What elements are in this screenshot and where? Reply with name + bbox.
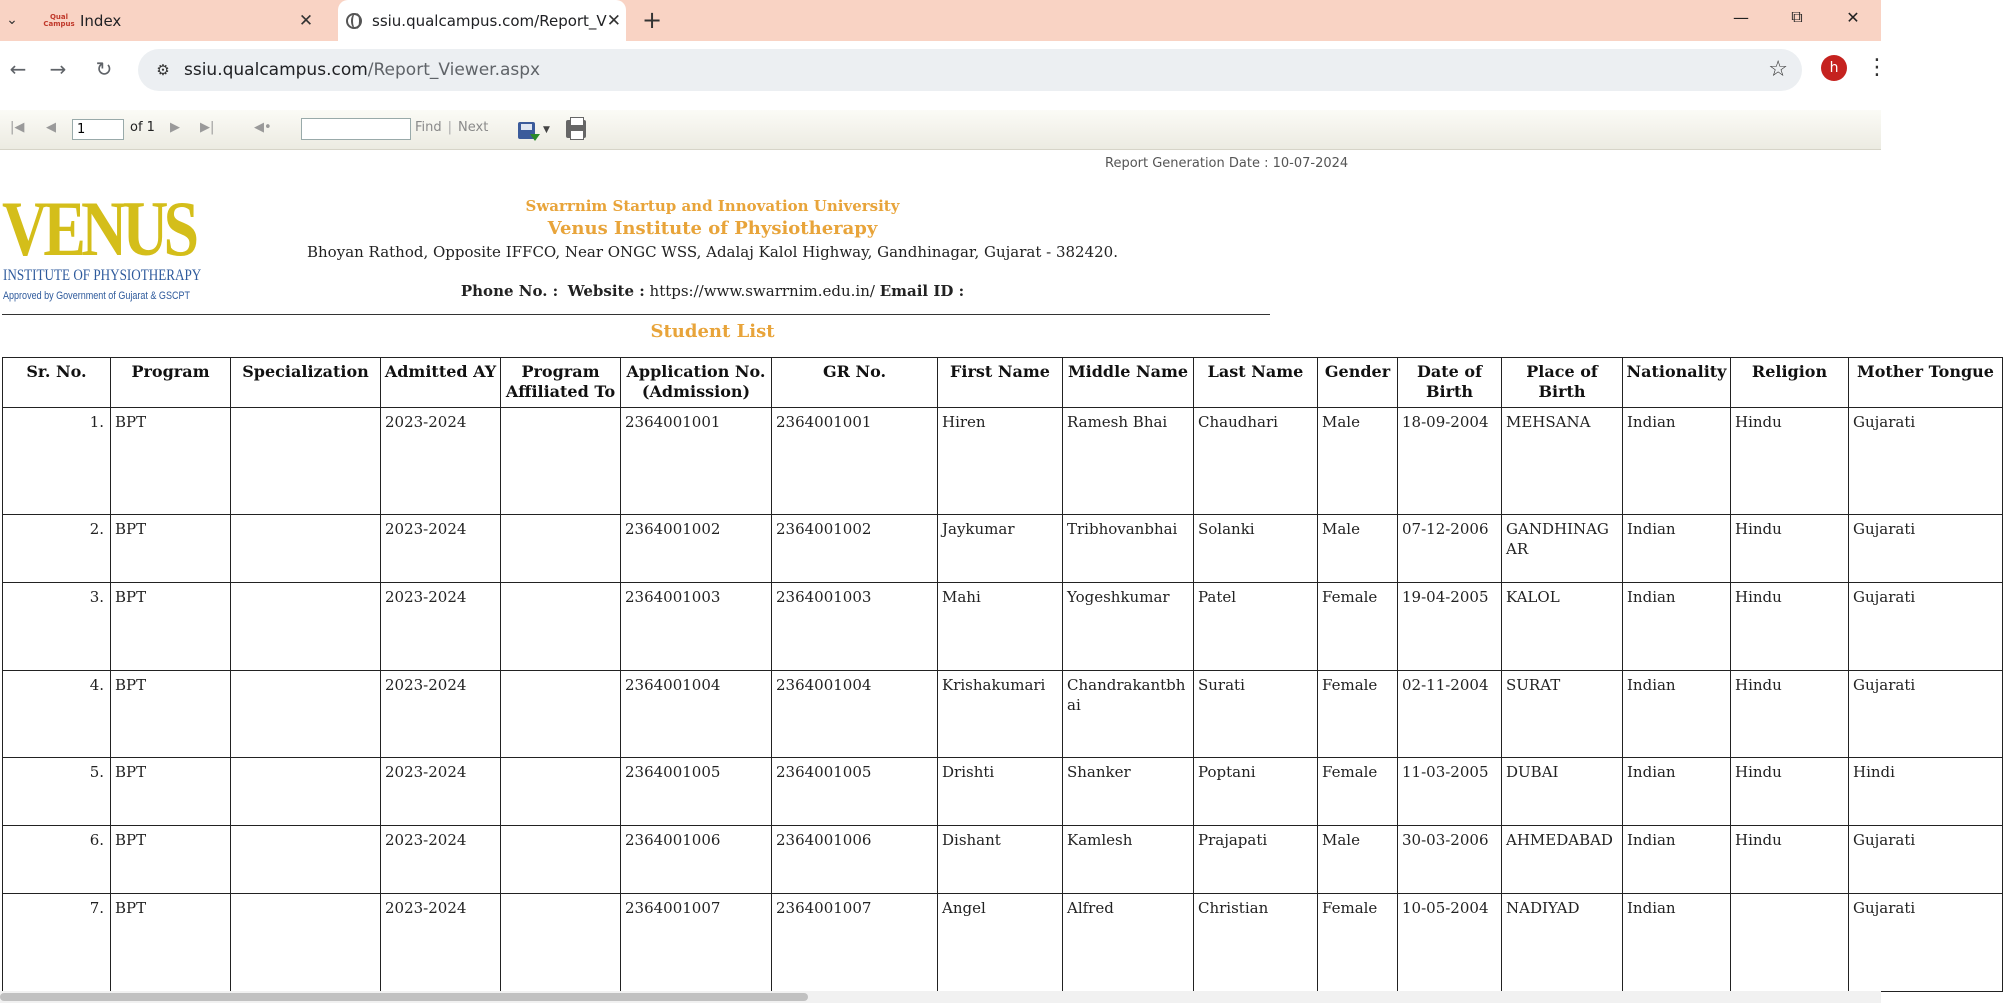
table-cell-admitted-ay: 2023-2024 xyxy=(381,894,501,992)
url-host: ssiu.qualcampus.com xyxy=(184,60,368,80)
url-text[interactable] xyxy=(184,60,540,80)
table-cell-admitted-ay: 2023-2024 xyxy=(381,583,501,671)
window-controls xyxy=(1713,0,1881,34)
table-cell-religion xyxy=(1731,894,1849,992)
table-cell-last: Surati xyxy=(1194,671,1318,758)
column-header[interactable]: First Name xyxy=(938,358,1063,408)
print-icon[interactable] xyxy=(566,120,586,138)
table-cell-program: BPT xyxy=(111,515,231,583)
table-cell-dob: 19-04-2005 xyxy=(1398,583,1502,671)
table-cell-first: Mahi xyxy=(938,583,1063,671)
table-cell-nationality: Indian xyxy=(1623,583,1731,671)
table-cell-first: Hiren xyxy=(938,408,1063,515)
previous-page-icon[interactable]: ◀ xyxy=(46,120,56,135)
page-count-label: of 1 xyxy=(130,120,155,135)
table-cell-middle: Shanker xyxy=(1063,758,1194,826)
table-cell-nationality: Indian xyxy=(1623,671,1731,758)
table-cell-sr: 4. xyxy=(3,671,111,758)
first-page-icon[interactable]: |◀ xyxy=(10,120,25,135)
table-cell-affiliated xyxy=(501,894,621,992)
table-cell-gender: Male xyxy=(1318,408,1398,515)
tab-title: ssiu.qualcampus.com/Report_V xyxy=(372,11,607,30)
report-page xyxy=(0,151,1994,991)
table-cell-religion: Hindu xyxy=(1731,671,1849,758)
find-separator: | xyxy=(447,120,453,135)
table-cell-nationality: Indian xyxy=(1623,826,1731,894)
table-cell-gr-no: 2364001005 xyxy=(772,758,938,826)
table-cell-place: KALOL xyxy=(1502,583,1623,671)
table-cell-sr: 7. xyxy=(3,894,111,992)
table-cell-tongue: Gujarati xyxy=(1849,826,2003,894)
column-header[interactable]: Admitted AY xyxy=(381,358,501,408)
table-cell-place: AHMEDABAD xyxy=(1502,826,1623,894)
tab-title: Index xyxy=(80,11,122,30)
table-cell-application-no: 2364001003 xyxy=(621,583,772,671)
table-cell-nationality: Indian xyxy=(1623,894,1731,992)
table-row xyxy=(3,515,2003,583)
table-cell-admitted-ay: 2023-2024 xyxy=(381,515,501,583)
find-link[interactable]: Find xyxy=(415,120,442,135)
column-header[interactable]: Specialization xyxy=(231,358,381,408)
column-header[interactable]: Program xyxy=(111,358,231,408)
table-cell-program: BPT xyxy=(111,894,231,992)
qualcampus-favicon-icon: Qual Campus xyxy=(43,12,75,28)
page-number-input[interactable] xyxy=(72,119,124,140)
table-cell-tongue: Gujarati xyxy=(1849,408,2003,515)
table-cell-religion: Hindu xyxy=(1731,408,1849,515)
back-arrow-icon[interactable]: ← xyxy=(9,57,27,81)
browser-menu-icon[interactable]: ⋮ xyxy=(1866,55,1888,80)
table-cell-gender: Male xyxy=(1318,515,1398,583)
institute-name: Venus Institute of Physiotherapy xyxy=(547,218,878,239)
table-cell-first: Angel xyxy=(938,894,1063,992)
logo-wordmark: VENUS xyxy=(2,185,195,272)
address-bar[interactable] xyxy=(138,49,1802,91)
table-cell-admitted-ay: 2023-2024 xyxy=(381,408,501,515)
table-cell-tongue: Gujarati xyxy=(1849,515,2003,583)
table-cell-program: BPT xyxy=(111,408,231,515)
table-cell-specialization xyxy=(231,408,381,515)
table-cell-gr-no: 2364001007 xyxy=(772,894,938,992)
table-cell-tongue: Gujarati xyxy=(1849,894,2003,992)
table-cell-middle: Alfred xyxy=(1063,894,1194,992)
table-cell-gender: Female xyxy=(1318,583,1398,671)
website-value: https://www.swarrnim.edu.in/ xyxy=(649,282,875,300)
table-cell-admitted-ay: 2023-2024 xyxy=(381,758,501,826)
table-cell-sr: 3. xyxy=(3,583,111,671)
table-cell-last: Solanki xyxy=(1194,515,1318,583)
table-cell-religion: Hindu xyxy=(1731,826,1849,894)
table-cell-last: Chaudhari xyxy=(1194,408,1318,515)
column-header[interactable]: Application No. (Admission) xyxy=(621,358,772,408)
url-path: /Report_Viewer.aspx xyxy=(367,60,541,80)
table-cell-first: Drishti xyxy=(938,758,1063,826)
table-cell-sr: 5. xyxy=(3,758,111,826)
table-cell-gender: Female xyxy=(1318,894,1398,992)
table-cell-middle: Tribhovanbhai xyxy=(1063,515,1194,583)
table-cell-admitted-ay: 2023-2024 xyxy=(381,671,501,758)
column-header[interactable]: Religion xyxy=(1731,358,1849,408)
table-cell-program: BPT xyxy=(111,826,231,894)
table-cell-gr-no: 2364001003 xyxy=(772,583,938,671)
table-cell-admitted-ay: 2023-2024 xyxy=(381,826,501,894)
table-cell-last: Prajapati xyxy=(1194,826,1318,894)
table-cell-nationality: Indian xyxy=(1623,408,1731,515)
table-cell-affiliated xyxy=(501,583,621,671)
table-cell-place: MEHSANA xyxy=(1502,408,1623,515)
column-header[interactable]: Date of Birth xyxy=(1398,358,1502,408)
table-cell-dob: 02-11-2004 xyxy=(1398,671,1502,758)
table-cell-tongue: Gujarati xyxy=(1849,671,2003,758)
table-cell-gender: Male xyxy=(1318,826,1398,894)
table-row xyxy=(3,894,2003,992)
table-cell-gr-no: 2364001006 xyxy=(772,826,938,894)
table-cell-middle: Yogeshkumar xyxy=(1063,583,1194,671)
column-header[interactable]: GR No. xyxy=(772,358,938,408)
table-cell-application-no: 2364001004 xyxy=(621,671,772,758)
table-cell-middle: Kamlesh xyxy=(1063,826,1194,894)
column-header[interactable]: Middle Name xyxy=(1063,358,1194,408)
tab-close-icon[interactable]: ✕ xyxy=(606,10,621,31)
table-row xyxy=(3,408,2003,515)
table-cell-religion: Hindu xyxy=(1731,583,1849,671)
table-cell-affiliated xyxy=(501,408,621,515)
table-cell-affiliated xyxy=(501,826,621,894)
tab-close-icon[interactable]: ✕ xyxy=(298,10,314,31)
table-cell-program: BPT xyxy=(111,758,231,826)
table-cell-dob: 10-05-2004 xyxy=(1398,894,1502,992)
table-cell-middle: Ramesh Bhai xyxy=(1063,408,1194,515)
logo-approval: Approved by Government of Gujarat & GSCPT xyxy=(3,290,190,302)
restore-icon[interactable]: ⧉ xyxy=(1791,7,1803,26)
reload-icon[interactable]: ↻ xyxy=(95,57,113,81)
profile-avatar[interactable]: h xyxy=(1821,55,1847,81)
table-cell-gr-no: 2364001001 xyxy=(772,408,938,515)
phone-label: Phone No. : xyxy=(460,282,559,300)
table-row xyxy=(3,826,2003,894)
tab-index[interactable] xyxy=(40,0,326,41)
new-tab-plus-icon[interactable]: + xyxy=(641,6,663,34)
table-cell-specialization xyxy=(231,758,381,826)
logo-subtitle: INSTITUTE OF PHYSIOTHERAPY xyxy=(3,267,202,284)
table-cell-affiliated xyxy=(501,515,621,583)
email-label: Email ID : xyxy=(879,282,965,300)
column-header[interactable]: Gender xyxy=(1318,358,1398,408)
table-row xyxy=(3,671,2003,758)
table-cell-application-no: 2364001007 xyxy=(621,894,772,992)
table-cell-specialization xyxy=(231,894,381,992)
report-generation-date: Report Generation Date : 10-07-2024 xyxy=(1105,156,1349,171)
column-header[interactable]: Place of Birth xyxy=(1502,358,1623,408)
table-cell-tongue: Hindi xyxy=(1849,758,2003,826)
tab-search-chevron-icon[interactable]: ⌄ xyxy=(6,12,18,28)
bookmark-star-icon[interactable]: ☆ xyxy=(1768,57,1788,82)
table-cell-nationality: Indian xyxy=(1623,758,1731,826)
table-cell-last: Patel xyxy=(1194,583,1318,671)
header-divider xyxy=(2,314,1270,315)
table-cell-specialization xyxy=(231,583,381,671)
table-cell-first: Jaykumar xyxy=(938,515,1063,583)
table-cell-last: Poptani xyxy=(1194,758,1318,826)
table-cell-place: SURAT xyxy=(1502,671,1623,758)
institute-address: Bhoyan Rathod, Opposite IFFCO, Near ONGC WSS, Adalaj Kalol Highway, Gandhinagar, Gujarat - 382420. xyxy=(307,243,1118,261)
table-cell-gender: Female xyxy=(1318,758,1398,826)
export-save-icon[interactable]: ▼ xyxy=(518,118,554,142)
column-header[interactable]: Nationality xyxy=(1623,358,1731,408)
student-table xyxy=(2,357,2003,992)
table-cell-dob: 30-03-2006 xyxy=(1398,826,1502,894)
report-title: Student List xyxy=(650,321,775,342)
table-cell-application-no: 2364001001 xyxy=(621,408,772,515)
table-cell-application-no: 2364001006 xyxy=(621,826,772,894)
minimize-icon[interactable]: — xyxy=(1733,7,1749,27)
table-cell-program: BPT xyxy=(111,671,231,758)
table-cell-affiliated xyxy=(501,758,621,826)
table-cell-gr-no: 2364001002 xyxy=(772,515,938,583)
last-page-icon[interactable]: ▶| xyxy=(200,120,215,135)
horizontal-scrollbar[interactable] xyxy=(0,991,1881,1003)
column-header[interactable]: Program Affiliated To xyxy=(501,358,621,408)
university-name: Swarrnim Startup and Innovation University xyxy=(525,197,900,215)
site-info-icon[interactable]: ⚙ xyxy=(156,61,170,79)
column-header[interactable]: Sr. No. xyxy=(3,358,111,408)
table-cell-application-no: 2364001005 xyxy=(621,758,772,826)
table-cell-nationality: Indian xyxy=(1623,515,1731,583)
table-cell-religion: Hindu xyxy=(1731,515,1849,583)
find-input[interactable] xyxy=(301,118,411,140)
find-next-link[interactable]: Next xyxy=(458,120,489,135)
window-close-icon[interactable]: ✕ xyxy=(1846,7,1860,27)
table-cell-dob: 18-09-2004 xyxy=(1398,408,1502,515)
contact-line xyxy=(0,282,1425,300)
table-cell-place: DUBAI xyxy=(1502,758,1623,826)
table-cell-gr-no: 2364001004 xyxy=(772,671,938,758)
table-cell-last: Christian xyxy=(1194,894,1318,992)
table-row xyxy=(3,583,2003,671)
table-cell-specialization xyxy=(231,515,381,583)
table-cell-sr: 2. xyxy=(3,515,111,583)
table-cell-gender: Female xyxy=(1318,671,1398,758)
column-header[interactable]: Mother Tongue xyxy=(1849,358,2003,408)
scrollbar-thumb[interactable] xyxy=(0,993,808,1001)
table-cell-first: Dishant xyxy=(938,826,1063,894)
table-cell-place: GANDHINAGAR xyxy=(1502,515,1623,583)
table-header-row xyxy=(3,358,2003,408)
table-cell-program: BPT xyxy=(111,583,231,671)
next-page-icon[interactable]: ▶ xyxy=(170,120,180,135)
website-label: Website : xyxy=(567,282,645,300)
table-cell-specialization xyxy=(231,671,381,758)
tab-strip xyxy=(0,0,1881,41)
tab-report-viewer[interactable] xyxy=(338,0,626,41)
globe-icon xyxy=(346,10,362,32)
table-cell-dob: 07-12-2006 xyxy=(1398,515,1502,583)
table-cell-affiliated xyxy=(501,671,621,758)
table-cell-application-no: 2364001002 xyxy=(621,515,772,583)
table-cell-sr: 6. xyxy=(3,826,111,894)
table-cell-religion: Hindu xyxy=(1731,758,1849,826)
table-cell-first: Krishakumari xyxy=(938,671,1063,758)
table-cell-middle: Chandrakantbhai xyxy=(1063,671,1194,758)
back-to-parent-icon[interactable]: ◀• xyxy=(254,120,272,135)
table-cell-tongue: Gujarati xyxy=(1849,583,2003,671)
report-viewer-toolbar xyxy=(0,110,1881,150)
browser-toolbar xyxy=(0,41,1888,101)
table-cell-place: NADIYAD xyxy=(1502,894,1623,992)
column-header[interactable]: Last Name xyxy=(1194,358,1318,408)
forward-arrow-icon[interactable]: → xyxy=(49,57,67,81)
table-row xyxy=(3,758,2003,826)
table-cell-specialization xyxy=(231,826,381,894)
table-cell-dob: 11-03-2005 xyxy=(1398,758,1502,826)
table-cell-sr: 1. xyxy=(3,408,111,515)
